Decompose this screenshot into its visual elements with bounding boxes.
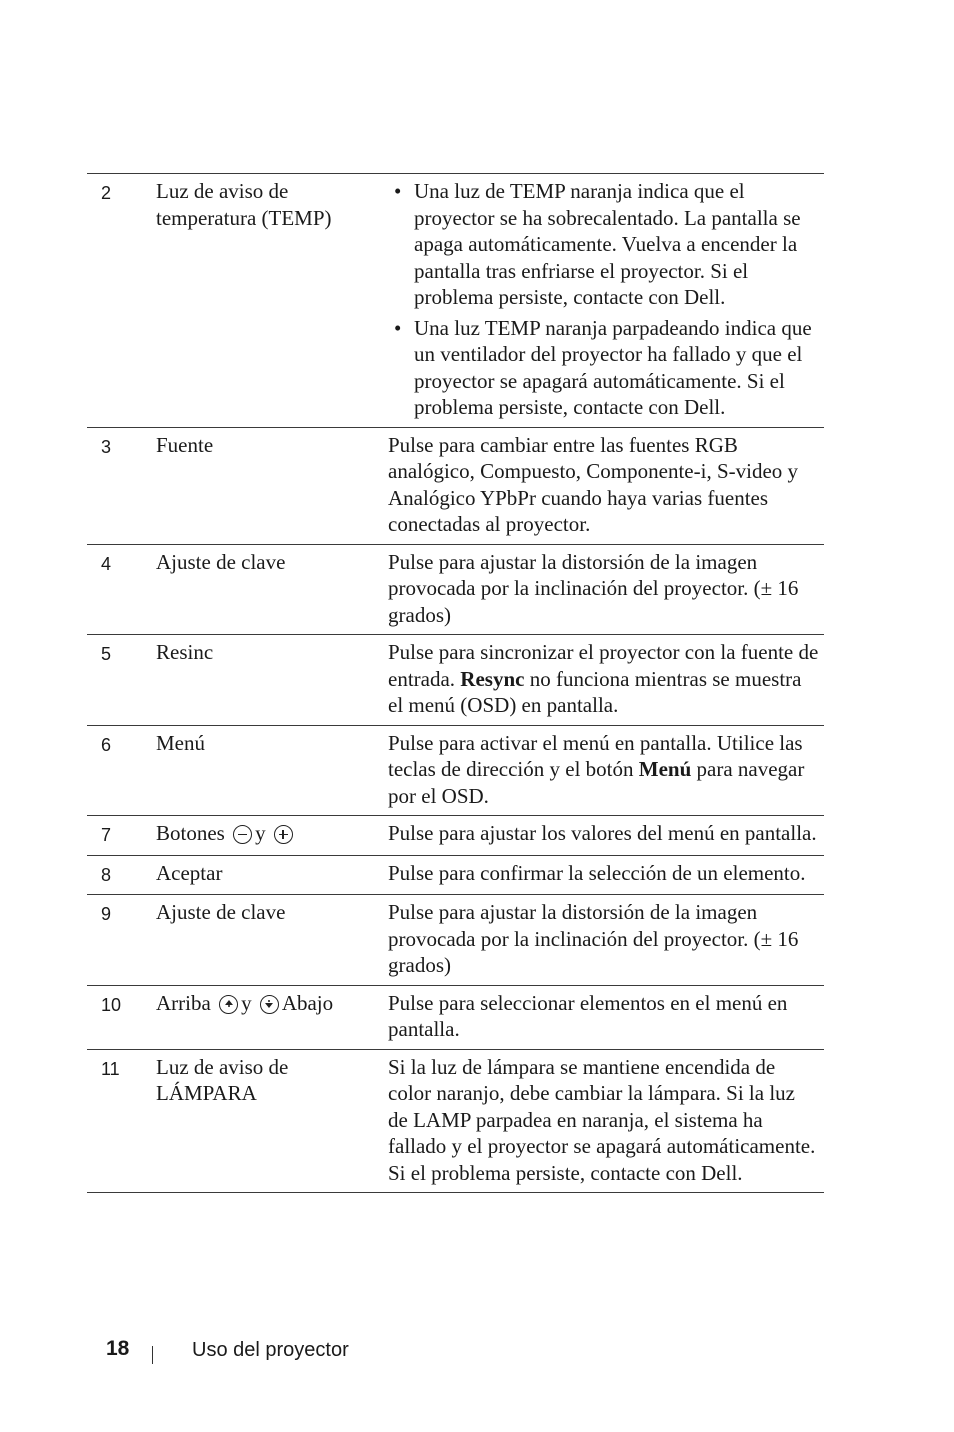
table-row — [87, 855, 824, 895]
desc-bold: Resync — [460, 666, 525, 691]
minus-icon — [233, 825, 252, 844]
row-number: 9 — [87, 895, 156, 986]
table-row — [87, 544, 824, 635]
control-description: Si la luz de lámpara se mantiene encendida de color naranjo, debe cambiar la lámpara. Si la luz de LAMP parpadea en naranja, el sistema ha fallado y el proyector se apagará automáticamente. Si el problema persiste, contacte con Dell. — [388, 1049, 824, 1193]
row-number: 10 — [87, 985, 156, 1049]
name-text: Abajo — [281, 990, 334, 1015]
desc-text: Pulse para activar el menú en pantalla. Utilice las teclas de dirección y el botón — [388, 730, 803, 781]
page-number: 18 — [106, 1337, 130, 1360]
control-description — [388, 174, 824, 428]
desc-text: no funciona mientras se muestra el menú (OSD) en pantalla. — [388, 666, 802, 717]
name-text: Botones — [156, 821, 225, 845]
table-row — [87, 895, 824, 986]
control-name: Ajuste de clave — [156, 895, 388, 986]
table-row — [87, 174, 824, 428]
table-row — [87, 985, 824, 1049]
control-description: Pulse para confirmar la selección de un elemento. — [388, 855, 824, 895]
control-description: Pulse para cambiar entre las fuentes RGB analógico, Compuesto, Componente-i, S-video y Analógico YPbPr cuando haya varias fuentes conectadas al proyector. — [388, 427, 824, 544]
row-number: 11 — [87, 1049, 156, 1193]
name-text: y — [255, 821, 266, 845]
bullet-item: • Una luz de TEMP naranja indica que el proyector se ha sobrecalentado. La pantalla se apaga automáticamente. Vuelva a encender la pantalla tras enfriarse el proyector. Si el problema persiste, contacte con Dell. — [394, 179, 801, 309]
bullet-text: Una luz TEMP naranja parpadeando indica que un ventilador del proyector ha fallado y que el proyector se apagará automáticamente. Si el problema persiste, contacte con Dell. — [414, 315, 812, 419]
control-name: Ajuste de clave — [156, 544, 388, 635]
bullet-item: • Una luz TEMP naranja parpadeando indica que un ventilador del proyector ha fallado y que el proyector se apagará automáticamente. Si el problema persiste, contacte con Dell. — [394, 315, 812, 419]
control-description: Pulse para ajustar la distorsión de la imagen provocada por la inclinación del proyector. (± 16 grados) — [388, 895, 824, 986]
control-name: Resinc — [156, 635, 388, 726]
up-icon — [219, 995, 238, 1014]
table-row — [87, 427, 824, 544]
bullet-list — [388, 178, 820, 421]
row-number: 2 — [87, 174, 156, 428]
row-number: 8 — [87, 855, 156, 895]
control-name: Luz de aviso de temperatura (TEMP) — [156, 174, 388, 428]
control-description — [388, 725, 824, 816]
section-title: Uso del proyector — [192, 1339, 349, 1361]
plus-icon — [274, 825, 293, 844]
down-icon — [260, 995, 279, 1014]
row-number: 4 — [87, 544, 156, 635]
control-description: Pulse para seleccionar elementos en el menú en pantalla. — [388, 985, 824, 1049]
table-row — [87, 635, 824, 726]
row-number: 5 — [87, 635, 156, 726]
control-name: Aceptar — [156, 855, 388, 895]
desc-text: para navegar por el OSD. — [388, 757, 805, 808]
footer-divider — [152, 1346, 153, 1364]
control-name — [156, 985, 388, 1049]
name-text: Arriba — [156, 990, 211, 1015]
row-number: 3 — [87, 427, 156, 544]
desc-bold: Menú — [638, 757, 692, 781]
table-row — [87, 1049, 824, 1193]
control-name — [156, 816, 388, 856]
row-number: 7 — [87, 816, 156, 856]
desc-text: Pulse para sincronizar el proyector con la fuente de entrada. — [388, 640, 819, 691]
name-text: y — [241, 990, 252, 1015]
control-name: Luz de aviso de LÁMPARA — [156, 1049, 388, 1193]
row-number: 6 — [87, 725, 156, 816]
bullet-text: Una luz de TEMP naranja indica que el proyector se ha sobrecalentado. La pantalla se apaga automáticamente. Vuelva a encender la pantalla tras enfriarse el proyector. Si el problema persiste, contacte con Dell. — [414, 179, 801, 309]
table-row — [87, 725, 824, 816]
control-description: Pulse para ajustar la distorsión de la imagen provocada por la inclinación del proyector. (± 16 grados) — [388, 544, 824, 635]
table-row — [87, 816, 824, 856]
control-description: Pulse para ajustar los valores del menú en pantalla. — [388, 816, 824, 856]
controls-table — [87, 173, 824, 1193]
control-name: Fuente — [156, 427, 388, 544]
control-description — [388, 635, 824, 726]
control-name: Menú — [156, 725, 388, 816]
